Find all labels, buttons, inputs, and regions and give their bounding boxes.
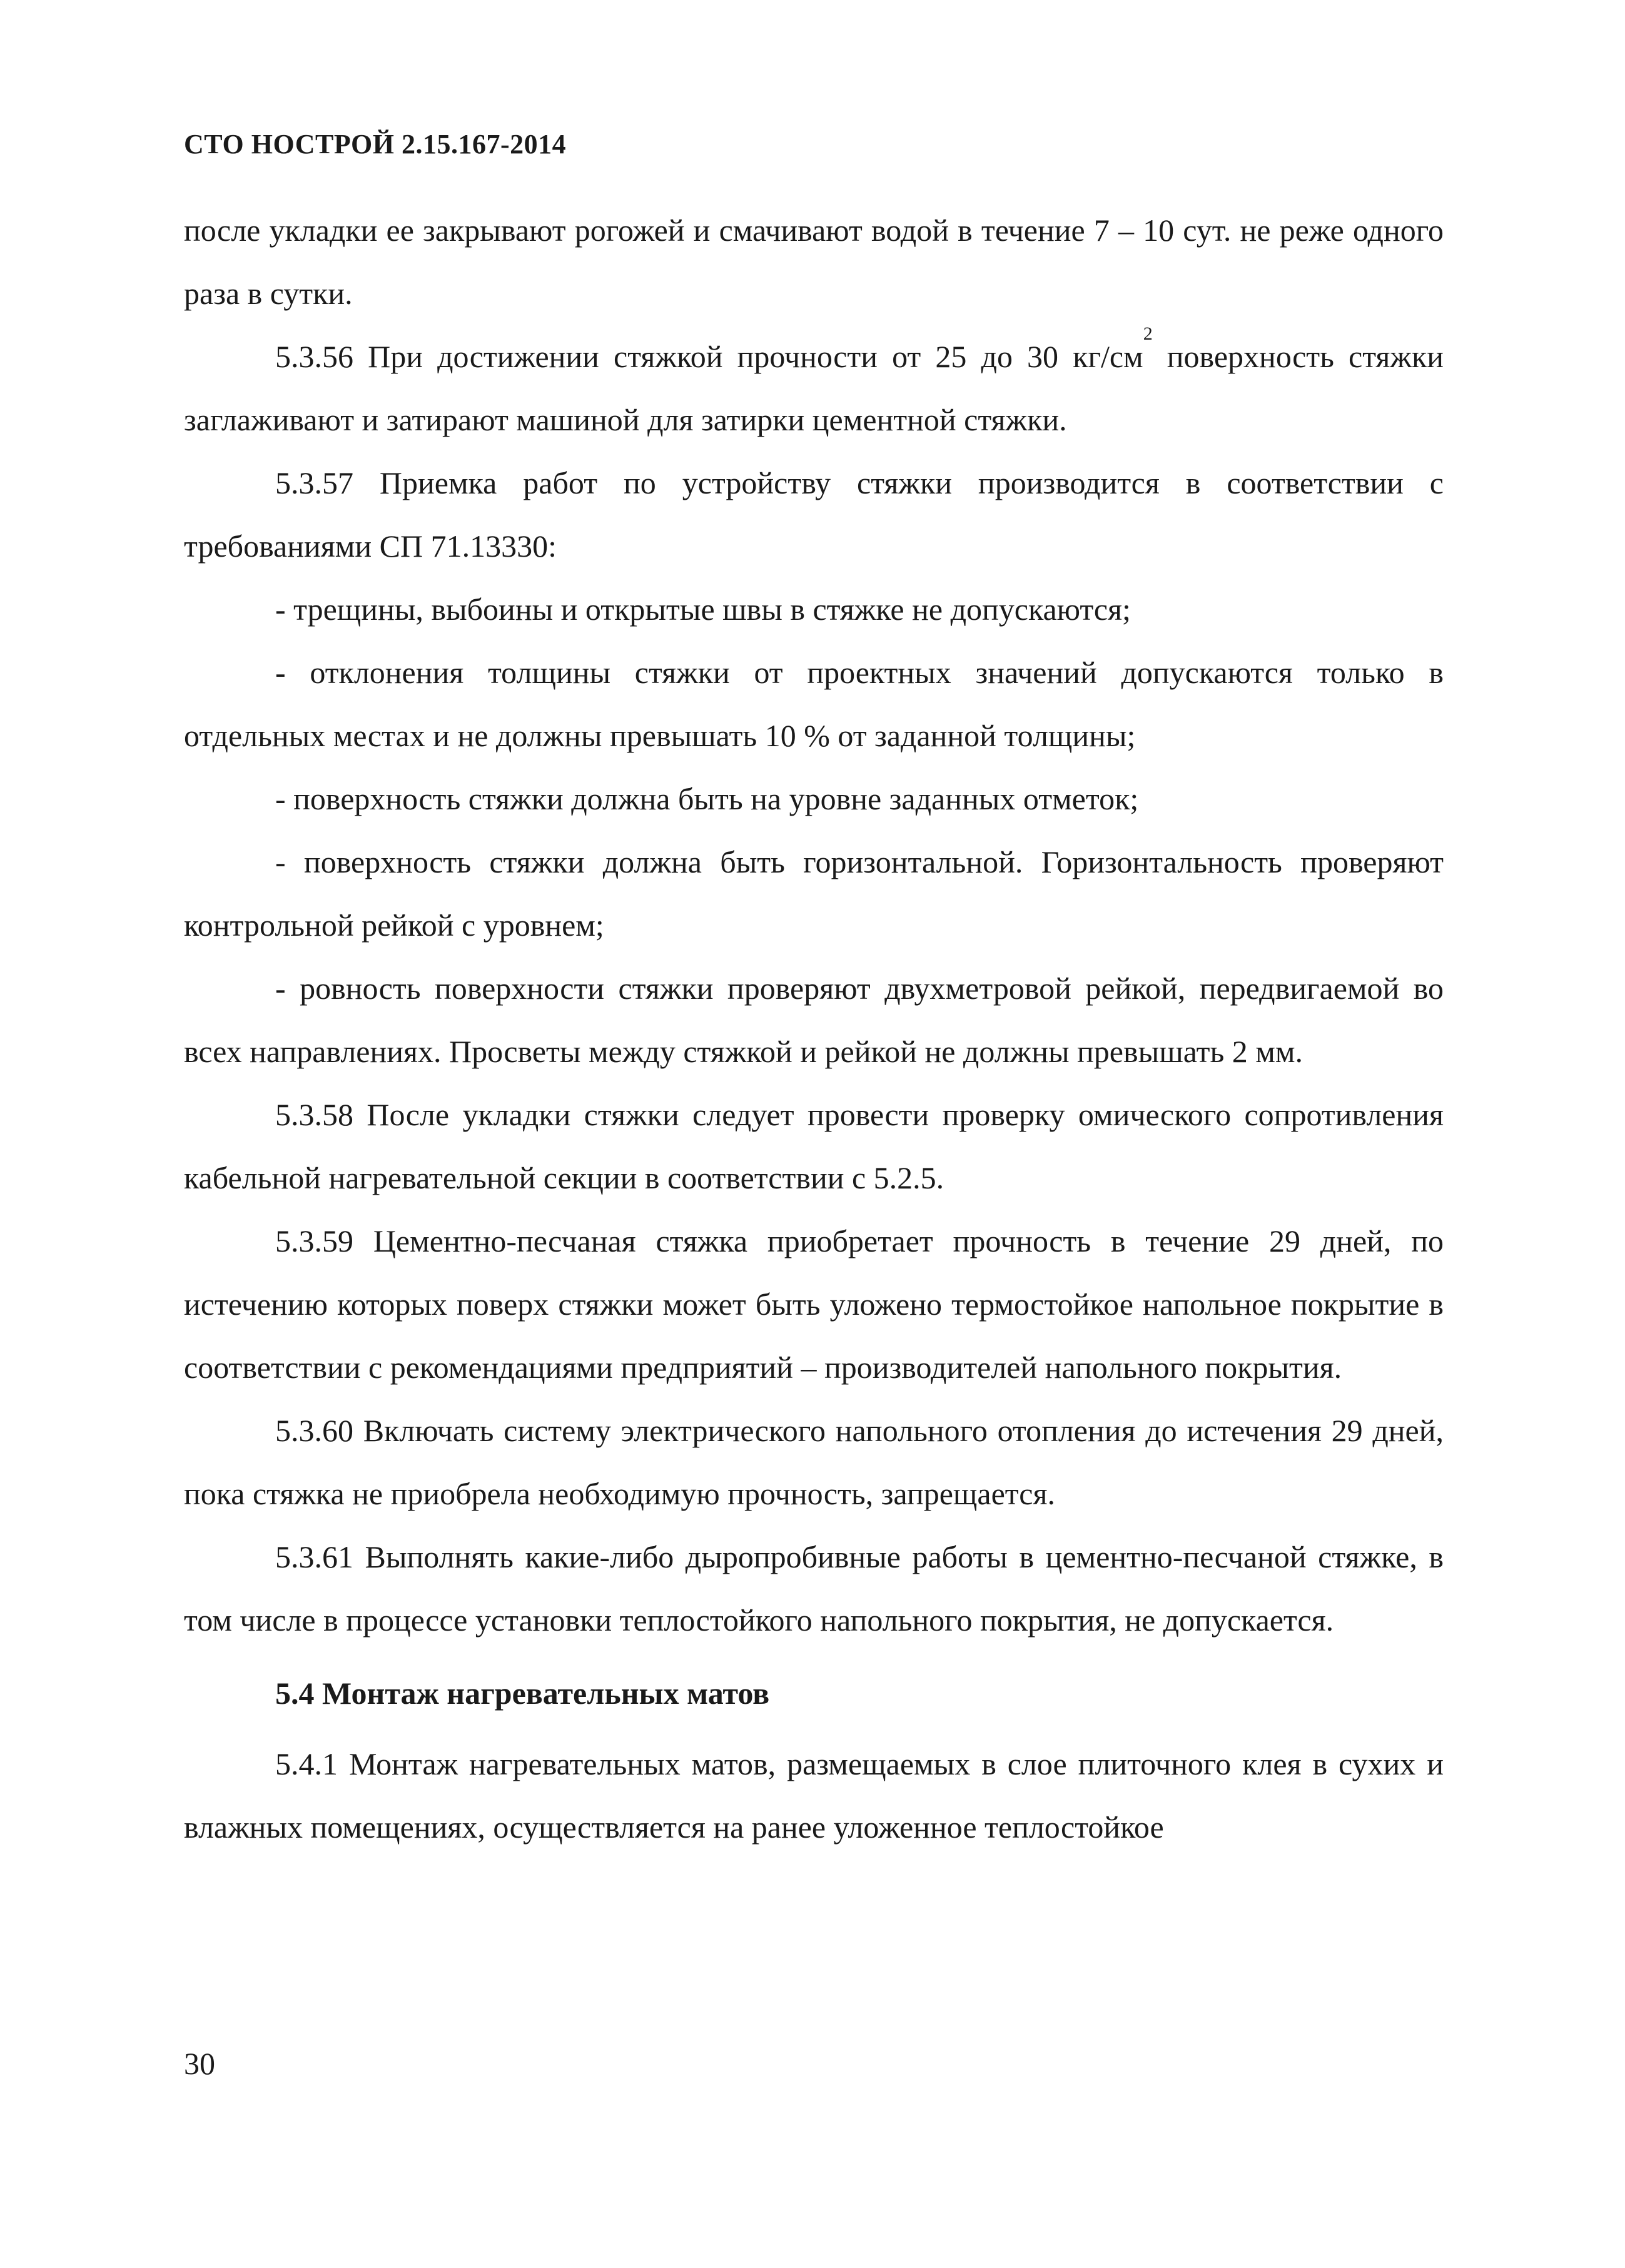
document-header-code: СТО НОСТРОЙ 2.15.167-2014: [184, 129, 567, 159]
superscript-2: 2: [1143, 323, 1153, 344]
paragraph-5-4-1: 5.4.1 Монтаж нагревательных матов, размещаемых в слое плиточного клея в сухих и влажных помещениях, осуществляется на ранее уложенное теплостойкое: [184, 1746, 1444, 1845]
list-item-horizontal: - поверхность стяжки должна быть горизонтальной. Горизонтальность проверяют контрольной рейкой с уровнем;: [184, 844, 1444, 943]
paragraph-continuation: после укладки ее закрывают рогожей и смачивают водой в течение 7 – 10 сут. не реже одного раза в сутки.: [184, 213, 1444, 311]
paragraph-5-3-59: 5.3.59 Цементно-песчаная стяжка приобретает прочность в течение 29 дней, по истечению которых поверх стяжки может быть уложено термостойкое напольное покрытие в соответствии с рекомендациями предприятий – производителей напольного покрытия.: [184, 1223, 1444, 1385]
paragraph-5-3-58: 5.3.58 После укладки стяжки следует провести проверку омического сопротивления кабельной нагревательной секции в соответствии с 5.2.5.: [184, 1097, 1444, 1195]
paragraph-5-3-56-text-a: 5.3.56 При достижении стяжкой прочности от 25 до 30 кг/см: [275, 339, 1143, 374]
paragraph-5-3-56-text-b: поверхность стяжки заглаживают и затирают машиной для затирки цементной стяжки.: [184, 339, 1444, 437]
paragraph-5-3-56: [184, 325, 1444, 452]
section-5-4-heading: 5.4 Монтаж нагревательных матов: [275, 1676, 770, 1711]
paragraph-5-3-61: 5.3.61 Выполнять какие-либо дыропробивные работы в цементно-песчаной стяжке, в том числе в процессе установки теплостойкого напольного покрытия, не допускается.: [184, 1539, 1444, 1638]
paragraph-5-3-60: 5.3.60 Включать систему электрического напольного отопления до истечения 29 дней, пока стяжка не приобрела необходимую прочность, запрещается.: [184, 1413, 1444, 1511]
list-item-thickness: - отклонения толщины стяжки от проектных значений допускаются только в отдельных местах и не должны превышать 10 % от заданной толщины;: [184, 655, 1444, 753]
list-item-level: - поверхность стяжки должна быть на уровне заданных отметок;: [275, 781, 1139, 816]
list-item-cracks: - трещины, выбоины и открытые швы в стяжке не допускаются;: [275, 592, 1131, 627]
list-item-evenness: - ровность поверхности стяжки проверяют двухметровой рейкой, передвигаемой во всех направлениях. Просветы между стяжкой и рейкой не должны превышать 2 мм.: [184, 971, 1444, 1069]
paragraph-5-3-57: 5.3.57 Приемка работ по устройству стяжки производится в соответствии с требованиями СП 71.13330:: [184, 465, 1444, 564]
document-body: [184, 199, 1444, 1859]
page-number: 30: [184, 2046, 215, 2081]
